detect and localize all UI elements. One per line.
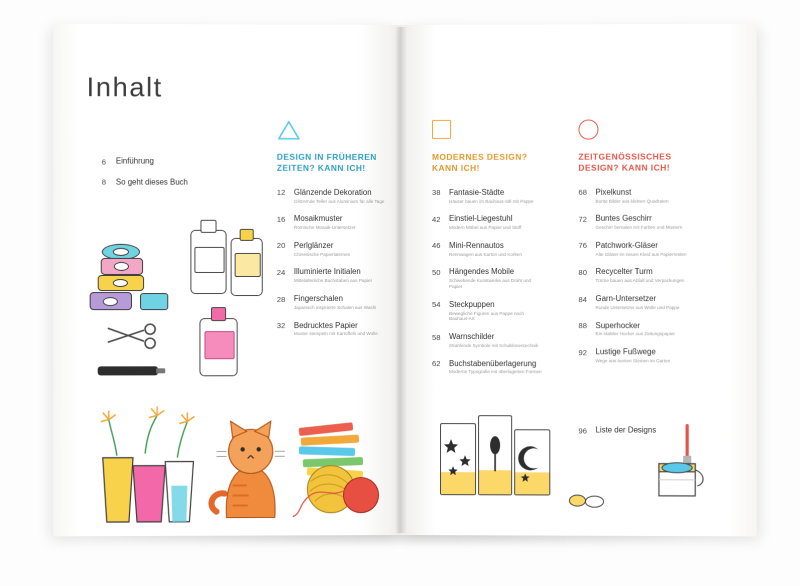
toc-entry-page: 50	[432, 267, 441, 277]
book-page-left	[53, 24, 400, 537]
toc-entry-title: Einführung	[115, 156, 154, 166]
marker-black-tip	[156, 368, 165, 373]
toc-entry-page: 68	[578, 187, 587, 197]
toc-entry-title: Buchstabenüberlagerung	[449, 358, 537, 368]
toc-entry[interactable]	[432, 332, 542, 349]
toc-entry[interactable]	[578, 214, 691, 231]
toc-entry-subtitle: Modern Möbel aus Papier und Stoff	[449, 225, 522, 231]
toc-entry-title: Fingerschalen	[293, 294, 343, 304]
toc-entry-subtitle: Alte Gläser im neuen Kleid aus Papierresten	[595, 251, 687, 257]
toc-column-heading: DESIGN IN FRÜHEREN ZEITEN? KANN ICH!	[276, 151, 377, 174]
washi-tape-roll-purple	[90, 290, 130, 312]
toc-entry-title: Lustige Fußwege	[595, 347, 656, 357]
toc-entry-page: 42	[432, 214, 441, 224]
toc-entry-page: 16	[276, 214, 286, 224]
toc-entry-subtitle: Rennwagen aus Karton und Korken	[449, 251, 522, 257]
toc-entry-title: Illuminierte Initialen	[293, 267, 361, 277]
toc-column-heading: MODERNES DESIGN? KANN ICH!	[432, 151, 528, 174]
toc-entry-title: Mosaikmuster	[293, 214, 343, 224]
toc-entry-page: 38	[432, 188, 441, 198]
toc-entry-page: 96	[578, 425, 587, 435]
toc-entry[interactable]	[277, 321, 385, 338]
toc-entry[interactable]	[432, 241, 542, 258]
toc-entry-title: Steckpuppen	[449, 299, 495, 309]
toc-entry-title: Mini-Rennautos	[449, 240, 504, 250]
toc-entry-page: 80	[578, 267, 587, 277]
bottle-white	[190, 230, 226, 294]
toc-column-design-frueher	[277, 120, 385, 348]
toc-entry-page: 12	[276, 188, 286, 198]
toc-entry-subtitle: Geschirr bemalen mit Farben und Mustern	[595, 224, 683, 230]
toc-entry[interactable]	[277, 188, 385, 205]
toc-entry[interactable]	[578, 187, 691, 204]
toc-entry[interactable]	[432, 300, 542, 322]
toc-entry-page: 84	[578, 294, 587, 304]
toc-entry-title: Hängendes Mobile	[449, 267, 515, 277]
toc-entry-page: 88	[578, 321, 587, 331]
toc-entry-title: Liste der Designs	[595, 425, 657, 435]
toc-entry[interactable]	[432, 187, 542, 204]
toc-entry[interactable]	[578, 241, 691, 258]
toc-entry-subtitle: Mittelalterliche Buchstaben aus Papier	[293, 278, 373, 284]
toc-entry-subtitle: Runde Untersetzer aus Wolle und Pappe	[595, 304, 680, 310]
circle-icon	[578, 119, 691, 143]
book-page-right	[400, 24, 757, 537]
toc-entry-title: So geht dieses Buch	[115, 177, 188, 187]
toc-entry-title: Einstiel-Liegestuhl	[449, 214, 513, 224]
toc-entry[interactable]	[277, 267, 385, 284]
toc-entry-title: Perlglänzer	[293, 240, 334, 250]
washi-tape-roll-teal	[140, 291, 166, 311]
toc-entry-page: 6	[101, 156, 107, 167]
toc-entry[interactable]	[277, 214, 385, 231]
toc-entry-title: Pixelkunst	[595, 187, 632, 197]
front-matter-list	[102, 156, 243, 197]
toc-entry[interactable]	[578, 294, 691, 311]
toc-entry[interactable]	[578, 321, 691, 338]
toc-entry-page: 58	[432, 332, 441, 342]
yarn-thread-red	[291, 480, 347, 520]
toc-entry-page: 28	[276, 294, 286, 304]
triangle-icon	[277, 120, 385, 144]
scissors	[104, 320, 160, 352]
toc-entry-subtitle: Moderne Typografie mit überlagerten Formen	[449, 369, 542, 375]
toc-entry-title: Glänzende Dekoration	[293, 187, 372, 197]
toc-entry-page: 46	[432, 241, 441, 251]
toc-entry[interactable]	[277, 241, 385, 258]
toc-entry-subtitle: Chinesische Papierlaternen	[293, 251, 351, 257]
toc-column-heading: ZEITGENÖSSISCHES DESIGN? KANN ICH!	[578, 151, 672, 174]
paper-bag-plain	[478, 415, 512, 495]
toc-entry-title: Garn-Untersetzer	[595, 294, 657, 304]
toc-entry-subtitle: Japanisch inspirierte Schalen aus Washi	[293, 304, 377, 310]
toc-entry-title: Superhocker	[595, 320, 641, 330]
toc-entry[interactable]	[578, 347, 691, 364]
paint-can-teal	[651, 424, 707, 500]
toc-entry-page: 54	[432, 300, 441, 310]
toc-entry-page: 92	[578, 347, 587, 357]
toc-entry-title: Buntes Geschirr	[595, 214, 652, 224]
toc-entry-title: Patchwork-Gläser	[595, 240, 658, 250]
open-book-spread	[55, 25, 755, 535]
toc-entry-subtitle: Bunte Bilder aus kleinen Quadraten	[595, 198, 669, 204]
toc-entry-subtitle: Strahlende Symbole mit Schablonentechnik	[449, 342, 539, 349]
yarn-ball-red	[343, 477, 379, 513]
toc-entry-page: 8	[101, 177, 107, 187]
cat-orange	[206, 413, 298, 526]
toc-entry-title: Bedrucktes Papier	[293, 320, 358, 330]
pebbles	[568, 492, 608, 508]
toc-column-modernes-design	[432, 120, 542, 386]
toc-entry-subtitle: Häuser bauen im Bauhaus-Stil mit Pappe	[449, 198, 534, 204]
toc-entry-page: 62	[432, 359, 441, 369]
toc-entry-subtitle: Wege aus bunten Steinen im Garten	[595, 358, 671, 364]
toc-entry[interactable]	[277, 294, 385, 311]
paper-bag-stars	[440, 423, 476, 495]
toc-entry-subtitle: Römische Mosaik-Untersetzer	[293, 225, 356, 231]
toc-entry-page: 24	[276, 267, 286, 277]
toc-entry-page: 32	[276, 321, 286, 331]
bottle-pink	[199, 318, 237, 376]
page-title: Inhalt	[86, 72, 163, 103]
toc-entry[interactable]	[432, 359, 542, 376]
toc-entry[interactable]	[102, 177, 243, 187]
toc-entry-title: Fantasie-Städte	[449, 187, 505, 197]
square-icon	[432, 120, 542, 144]
toc-entry-subtitle: Glitzernde Teller aus Aluminium für alle Tage	[293, 198, 385, 204]
toc-entry[interactable]	[578, 267, 691, 284]
toc-entry-page: 72	[578, 214, 587, 224]
toc-entry-title: Warnschilder	[449, 332, 495, 342]
toc-entry-subtitle: Türme bauen aus Abfall und Verpackungen	[595, 278, 685, 284]
bottle-yellow	[231, 238, 263, 296]
marker-black	[98, 366, 158, 375]
toc-entry-title: Recycelter Turm	[595, 267, 653, 277]
toc-entry[interactable]	[432, 214, 542, 231]
toc-entry-subtitle: Schwebende Kunstwerke aus Draht und Papier	[449, 278, 532, 290]
toc-entry-subtitle: Ein stabiler Hocker aus Zeitungspapier	[595, 331, 675, 337]
toc-entry-subtitle: Bewegliche Figuren aus Pappe nach Bauhaus-Art	[449, 310, 525, 322]
toc-entry-page: 76	[578, 241, 587, 251]
toc-entry[interactable]	[432, 267, 542, 289]
toc-entry[interactable]	[102, 156, 243, 166]
toc-entry-page: 20	[276, 241, 286, 251]
paper-bag-moon	[514, 429, 550, 495]
vase-flowers-group	[99, 395, 210, 526]
toc-entry-subtitle: Muster stempeln mit Kartoffeln und Wolle	[293, 331, 378, 337]
toc-column-zeitgenoessisches-design	[578, 119, 691, 374]
